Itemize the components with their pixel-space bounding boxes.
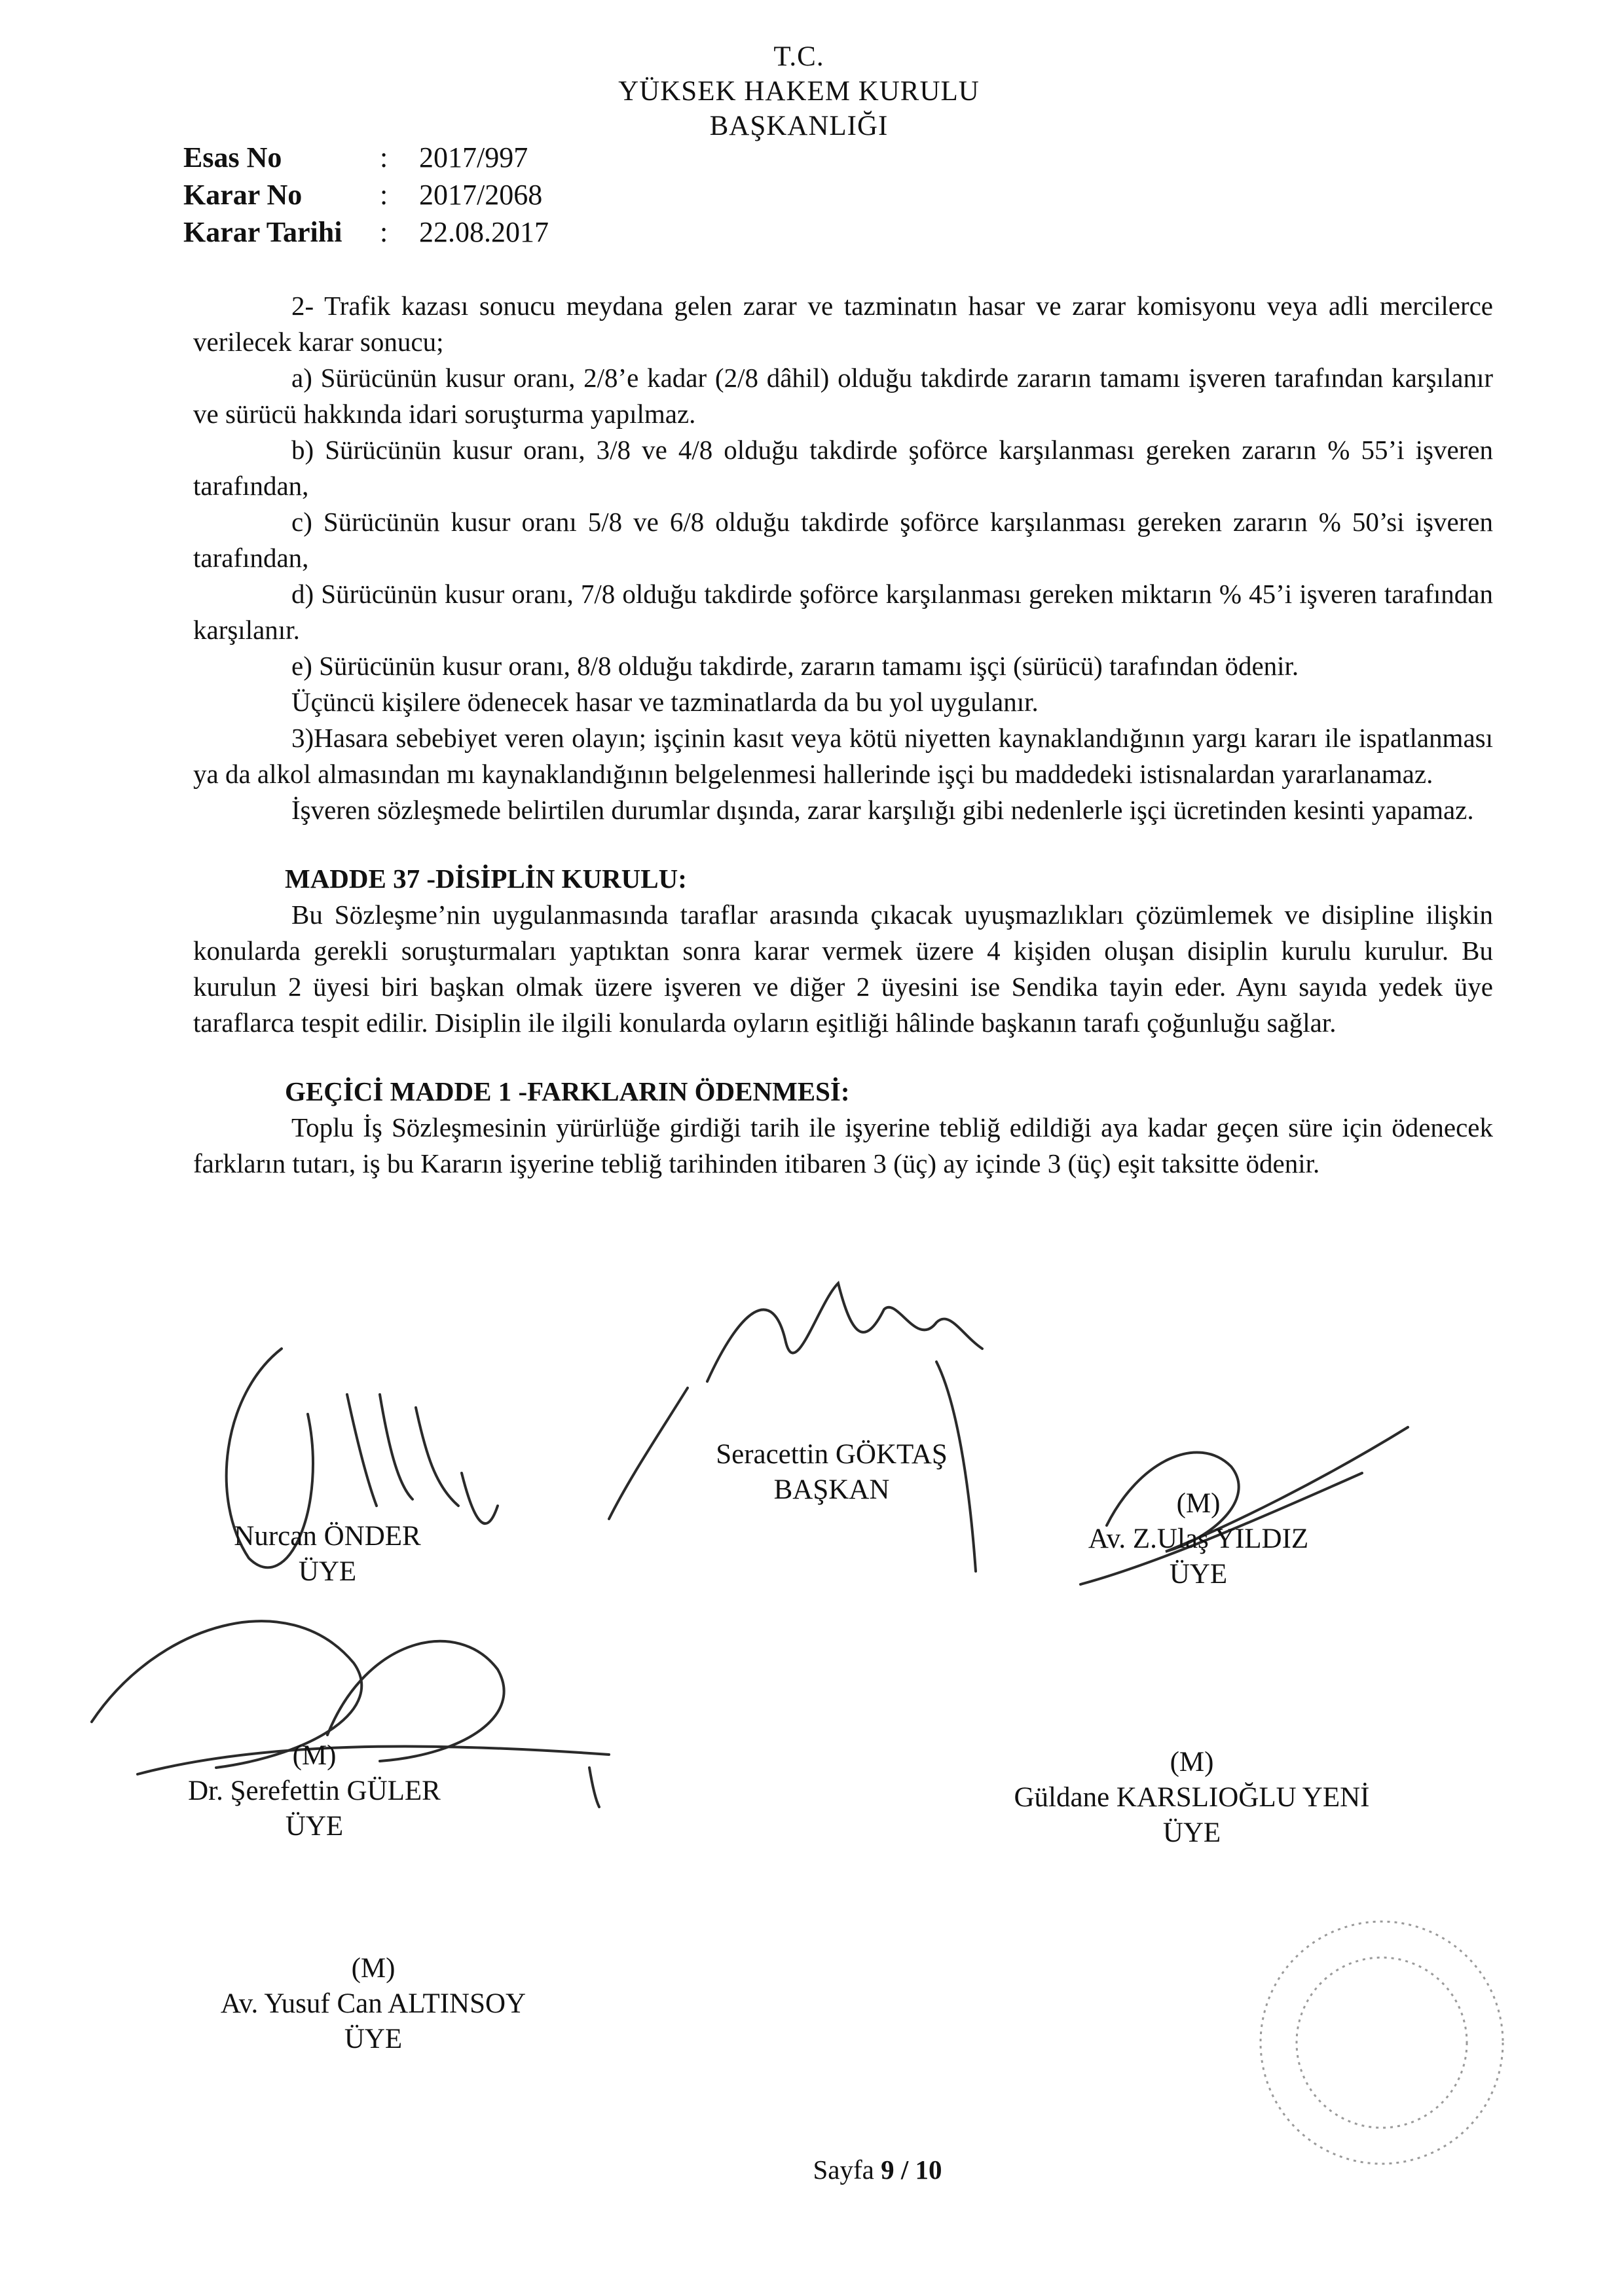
signatory-mark: (M)	[1176, 1488, 1221, 1519]
signatory-name: Seracettin GÖKTAŞ	[716, 1439, 948, 1470]
stamp-seal-inner	[1297, 1958, 1467, 2128]
meta-label: Karar Tarihi	[183, 216, 342, 248]
meta-value: 22.08.2017	[419, 216, 549, 248]
page-label: Sayfa	[813, 2155, 874, 2185]
signature-president	[707, 1283, 982, 1381]
meta-karar-tarihi	[183, 215, 549, 249]
signature-member1-strokes	[347, 1394, 498, 1523]
signatory-role: ÜYE	[298, 1556, 357, 1587]
signatory-member5	[164, 1951, 583, 2057]
stamp-seal-outer	[1261, 1922, 1503, 2164]
signatory-name: Dr. Şerefettin GÜLER	[188, 1776, 441, 1806]
meta-value: 2017/997	[419, 141, 528, 173]
meta-sep: :	[380, 216, 388, 248]
signatory-name: Av. Z.Ulaş YILDIZ	[1088, 1523, 1309, 1554]
page-footer	[747, 2154, 1008, 2185]
signatory-name: Güldane KARSLIOĞLU YENİ	[1014, 1782, 1370, 1813]
meta-label: Esas No	[183, 141, 282, 173]
signature-member3-tick	[589, 1768, 599, 1807]
heading-madde-37: MADDE 37 -DİSİPLİN KURULU:	[285, 864, 687, 894]
signatory-role: ÜYE	[285, 1811, 344, 1842]
paragraph-item-e: e) Sürücünün kusur oranı, 8/8 olduğu takdirde, zararın tamamı işçi (sürücü) tarafından ödenir.	[291, 651, 1299, 681]
header-tc: T.C.	[773, 41, 824, 72]
meta-label: Karar No	[183, 179, 303, 211]
meta-karar-no	[183, 178, 542, 211]
signatory-role: ÜYE	[1169, 1559, 1228, 1590]
paragraph-no-deduction: İşveren sözleşmede belirtilen durumlar dışında, zarar karşılığı gibi nedenlerle işçi ücretinden kesinti yapamaz.	[291, 795, 1474, 825]
paragraph-item-a: a) Sürücünün kusur oranı, 2/8’e kadar (2/8 dâhil) olduğu takdirde zararın tamamı işveren tarafından karşılanır ve sürücü hakkında idari soruşturma yapılmaz.	[193, 363, 1493, 429]
signatory-mark: (M)	[351, 1953, 396, 1984]
paragraph-discipline-board: Bu Sözleşme’nin uygulanmasında taraflar arasında çıkacak uyuşmazlıkları çözümlemek ve disipline ilişkin konularda gerekli soruşturmaları yaptıktan sonra karar vermek üzere 4 kişiden oluşan disiplin kurulu kurulur. Bu kurulun 2 üyesi biri başkan olmak üzere işveren ve diğer 2 üyesini ise Sendika tayin eder. Aynı sayıda yedek üye taraflarca tespit edilir. Disiplin ile ilgili konularda oyların eşitliği hâlinde başkanın tarafı çoğunluğu sağlar.	[193, 900, 1493, 1038]
meta-value: 2017/2068	[419, 179, 543, 211]
signatory-member2	[1067, 1486, 1329, 1592]
paragraph-item-c: c) Sürücünün kusur oranı 5/8 ve 6/8 olduğu takdirde şoförce karşılanması gereken zararın % 50’si işveren tarafından,	[193, 507, 1493, 573]
signatory-role: BAŞKAN	[773, 1474, 890, 1505]
signatory-member4	[969, 1745, 1414, 1851]
signatory-member1	[196, 1519, 458, 1590]
heading-gecici-madde-1: GEÇİCİ MADDE 1 -FARKLARIN ÖDENMESİ:	[285, 1076, 850, 1106]
document-body	[193, 288, 1493, 1182]
paragraph-item-b: b) Sürücünün kusur oranı, 3/8 ve 4/8 olduğu takdirde şoförce karşılanması gereken zararın % 55’i işveren tarafından,	[193, 435, 1493, 501]
signatory-role: ÜYE	[344, 2024, 403, 2054]
header-department: BAŞKANLIĞI	[709, 111, 889, 141]
paragraph-traffic-accident: 2- Trafik kazası sonucu meydana gelen zarar ve tazminatın hasar ve zarar komisyonu veya adli mercilerce verilecek karar sonucu;	[193, 291, 1493, 357]
signatory-mark: (M)	[292, 1740, 337, 1771]
signatory-name: Av. Yusuf Can ALTINSOY	[220, 1988, 526, 2019]
paragraph-item-d: d) Sürücünün kusur oranı, 7/8 olduğu takdirde şoförce karşılanması gereken miktarın % 45’i işveren tarafından karşılanır.	[193, 579, 1493, 645]
paragraph-payment-differences: Toplu İş Sözleşmesinin yürürlüğe girdiği tarih ile işyerine tebliğ edildiği aya kadar geçen süre için ödenecek farkların tutarı, iş bu Kararın işyerine tebliğ tarihinden itibaren 3 (üç) ay içinde 3 (üç) eşit taksitte ödenir.	[193, 1112, 1493, 1178]
signatory-member3	[144, 1738, 485, 1844]
meta-sep: :	[380, 179, 388, 211]
page-number: 9 / 10	[881, 2155, 942, 2185]
signatory-mark: (M)	[1170, 1747, 1214, 1777]
signatory-name: Nurcan ÖNDER	[234, 1521, 421, 1552]
signatory-president	[668, 1437, 995, 1508]
meta-sep: :	[380, 141, 388, 173]
paragraph-third-parties: Üçüncü kişilere ödenecek hasar ve tazminatlarda da bu yol uygulanır.	[291, 687, 1039, 717]
meta-esas-no	[183, 141, 528, 174]
paragraph-exceptions: 3)Hasara sebebiyet veren olayın; işçinin kasıt veya kötü niyetten kaynaklandığının yargı kararı ile ispatlanması ya da alkol almasından mı kaynaklandığının belgelenmesi hallerinde işçi bu maddedeki istisnalardan yararlanamaz.	[193, 723, 1493, 789]
signatory-role: ÜYE	[1162, 1817, 1221, 1848]
header-institution: YÜKSEK HAKEM KURULU	[618, 76, 980, 107]
